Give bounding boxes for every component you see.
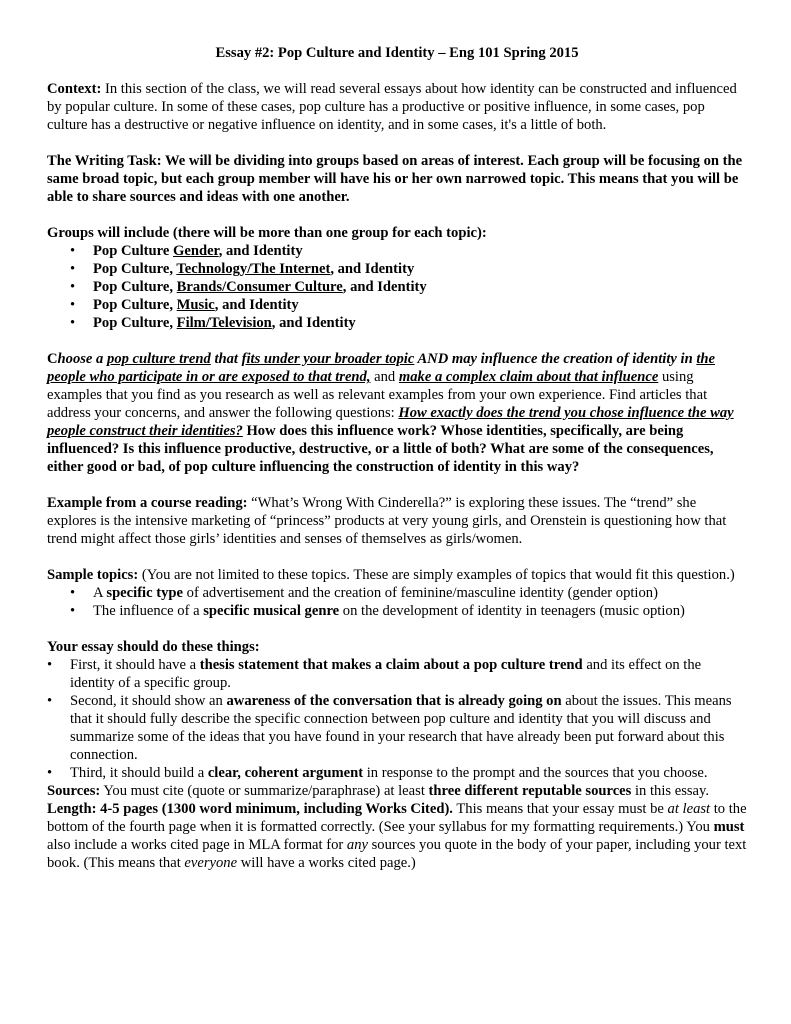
group-topic: Gender: [173, 243, 219, 259]
sample-topics-list: [47, 584, 747, 620]
context-label: Context:: [47, 81, 102, 97]
group-topic: Technology/The Internet: [176, 261, 331, 277]
context-paragraph: [47, 80, 747, 134]
length-paragraph: Length: 4-5 pages (1300 word minimum, including Works Cited). This means that your essay must be at least to the bottom of the fourth page when it is formatted correctly. (See your syllabus for my formatting requirements.) You must also include a works cited page in MLA format for any sources you quote in the body of your paper, including your text book. (This means that everyone will have a works cited page.): [47, 801, 747, 871]
groups-list: [47, 242, 747, 332]
list-item: • Pop Culture, Technology/The Internet, and Identity: [47, 260, 747, 278]
group-topic: Music: [176, 297, 215, 313]
sources-paragraph: Sources: You must cite (quote or summarize/paraphrase) at least three different reputable sources in this essay.: [47, 783, 710, 799]
writing-task-paragraph: [47, 152, 747, 206]
list-item: • Pop Culture, Brands/Consumer Culture, and Identity: [47, 278, 747, 296]
sample-topics-label: Sample topics:: [47, 567, 139, 583]
essay-things-heading: Your essay should do these things:: [47, 639, 260, 655]
writing-task-text: The Writing Task: We will be dividing into groups based on areas of interest. Each group will be focusing on the same broad topic, but each group member will have his or her own narrowed topic. This means that you will be able to share sources and ideas with one another.: [47, 153, 743, 205]
list-item: • Pop Culture, Music, and Identity: [47, 296, 747, 314]
page-title: Essay #2: Pop Culture and Identity – Eng 101 Spring 2015: [215, 45, 579, 61]
essay-things-list: [47, 656, 747, 782]
example-label: Example from a course reading:: [47, 495, 248, 511]
group-topic: Brands/Consumer Culture: [176, 279, 343, 295]
list-item: • Pop Culture Gender, and Identity: [47, 242, 747, 260]
list-item: • Pop Culture, Film/Television, and Identity: [47, 314, 747, 332]
list-item: • Third, it should build a clear, coherent argument in response to the prompt and the sources that you choose.: [47, 764, 747, 782]
group-topic: Film/Television: [176, 315, 272, 331]
example-paragraph: Example from a course reading: “What’s Wrong With Cinderella?” is exploring these issues. The “trend” she explores is the intensive marketing of “princess” products at very young girls, and Orenstein is questioning how that trend might affect those girls’ identities and senses of themselves as girls/women.: [47, 495, 727, 547]
list-item: • Second, it should show an awareness of the conversation that is already going on about the issues. This means that it should fully describe the specific connection between pop culture and identity that you will discuss and summarize some of the ideas that you have found in your research that have already been put forward about this connection.: [47, 692, 747, 764]
prompt-paragraph: Choose a pop culture trend that fits under your broader topic AND may influence the creation of identity in the people who participate in or are exposed to that trend, and make a complex claim about that influence using examples that you find as you research as well as relevant examples from your own experience. Find articles that address your concerns, and answer the following questions: How exactly does the trend you chose influence the way people construct their identities? How does this influence work? Whose identities, specifically, are being influenced? Is this influence productive, destructive, or a little of both? What are some of the consequences, either good or bad, of pop culture influencing the construction of identity in this way?: [47, 351, 734, 475]
context-text: In this section of the class, we will read several essays about how identity can be constructed and influenced by popular culture. In some of these cases, pop culture has a productive or positive influence, in some cases, pop culture has a destructive or negative influence on identity, and in some cases, it's a little of both.: [47, 81, 737, 133]
list-item: • The influence of a specific musical genre on the development of identity in teenagers (music option): [47, 602, 747, 620]
list-item: • A specific type of advertisement and the creation of feminine/masculine identity (gender option): [47, 584, 747, 602]
list-item: • First, it should have a thesis statement that makes a claim about a pop culture trend and its effect on the identity of a specific group.: [47, 656, 747, 692]
groups-intro-text: Groups will include (there will be more than one group for each topic):: [47, 225, 487, 241]
groups-intro: [47, 224, 747, 242]
sample-topics-paragraph: Sample topics: (You are not limited to these topics. These are simply examples of topics that would fit this question.): [47, 567, 735, 583]
